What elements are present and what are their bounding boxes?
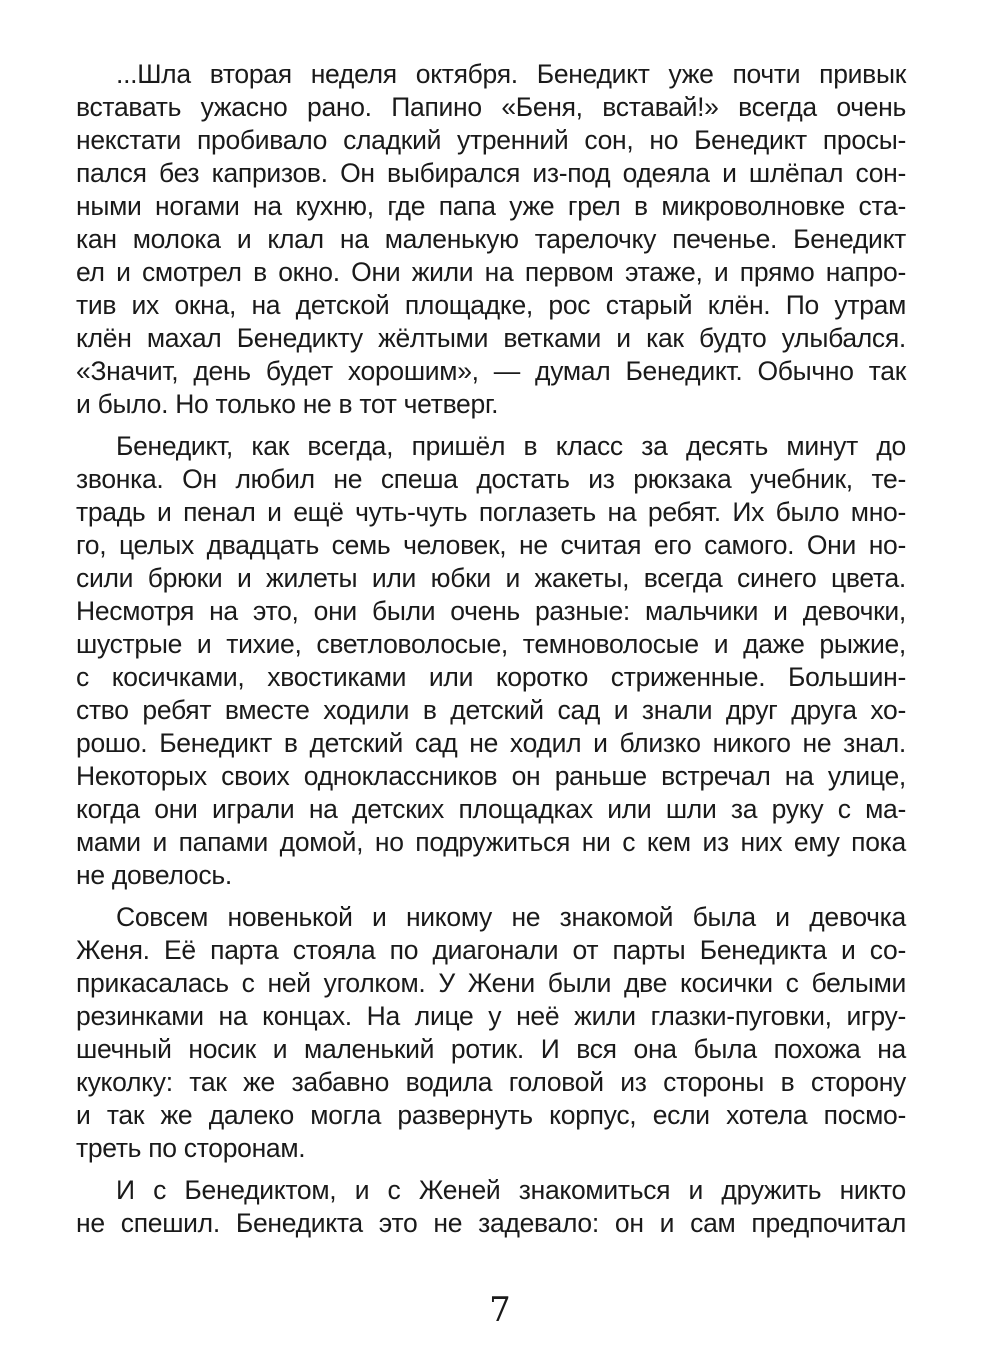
text-line: го, целых двадцать семь человек, не считая его самого. Они но- [76,530,906,560]
text-line: клён махал Бенедикту жёлтыми ветками и как будто улыбался. [76,323,906,353]
text-line: кан молока и клал на маленькую тарелочку печенье. Бенедикт [76,224,906,254]
text-line: Несмотря на это, они были очень разные: мальчики и девочки, [76,596,906,626]
text-line: сили брюки и жилеты или юбки и жакеты, всегда синего цвета. [76,563,906,593]
text-line: куколку: так же забавно водила головой из стороны в сторону [76,1067,906,1097]
text-line: не спешил. Бенедикта это не задевало: он и сам предпочитал [76,1208,906,1238]
text-line: и было. Но только не в тот четверг. [76,389,499,419]
text-line: ными ногами на кухню, где папа уже грел в микроволновке ста- [76,191,906,221]
paragraph [76,430,906,892]
text-line: Некоторых своих одноклассников он раньше встречал на улице, [76,761,906,791]
text-line: прикасалась с ней уголком. У Жени были две косички с белыми [76,968,906,998]
paragraph [76,1174,906,1240]
text-line: Женя. Её парта стояла по диагонали от парты Бенедикта и со- [76,935,906,965]
text-line: тив их окна, на детской площадке, рос старый клён. По утрам [76,290,906,320]
text-line: Совсем новенькой и никому не знакомой была и девочка [116,902,906,932]
text-line: звонка. Он любил не спеша достать из рюкзака учебник, те- [76,464,906,494]
text-line: И с Бенедиктом, и с Женей знакомиться и дружить никто [116,1175,906,1205]
text-line: шустрые и тихие, светловолосые, темноволосые и даже рыжие, [76,629,906,659]
text-line: традь и пенал и ещё чуть-чуть поглазеть на ребят. Их было мно- [76,497,906,527]
text-line: «Значит, день будет хорошим», — думал Бенедикт. Обычно так [76,356,906,386]
page-body-text [76,58,906,1249]
text-line: ел и смотрел в окно. Они жили на первом этаже, и прямо напро- [76,257,906,287]
text-line: с косичками, хвостиками или коротко стриженные. Большин- [76,662,906,692]
text-line: ...Шла вторая неделя октября. Бенедикт уже почти привык [116,59,906,89]
text-line: шечный носик и маленький ротик. И вся она была похожа на [76,1034,906,1064]
text-line: когда они играли на детских площадках или шли за руку с ма- [76,794,906,824]
text-line: треть по сторонам. [76,1133,306,1163]
text-line: и так же далеко могла развернуть корпус, если хотела посмо- [76,1100,906,1130]
text-line: Бенедикт, как всегда, пришёл в класс за десять минут до [116,431,906,461]
text-line: рошо. Бенедикт в детский сад не ходил и близко никого не знал. [76,728,906,758]
text-line: пался без капризов. Он выбирался из-под одеяла и шлёпал сон- [76,158,906,188]
text-line: ство ребят вместе ходили в детский сад и знали друг друга хо- [76,695,906,725]
text-line: мами и папами домой, но подружиться ни с кем из них ему пока [76,827,906,857]
page-number: 7 [489,1290,511,1330]
text-line: не довелось. [76,860,232,890]
text-line: некстати пробивало сладкий утренний сон, но Бенедикт просы- [76,125,906,155]
text-line: резинками на концах. На лице у неё жили глазки-пуговки, игру- [76,1001,906,1031]
text-line: вставать ужасно рано. Папино «Беня, вставай!» всегда очень [76,92,906,122]
paragraph [76,58,906,421]
paragraph [76,901,906,1165]
